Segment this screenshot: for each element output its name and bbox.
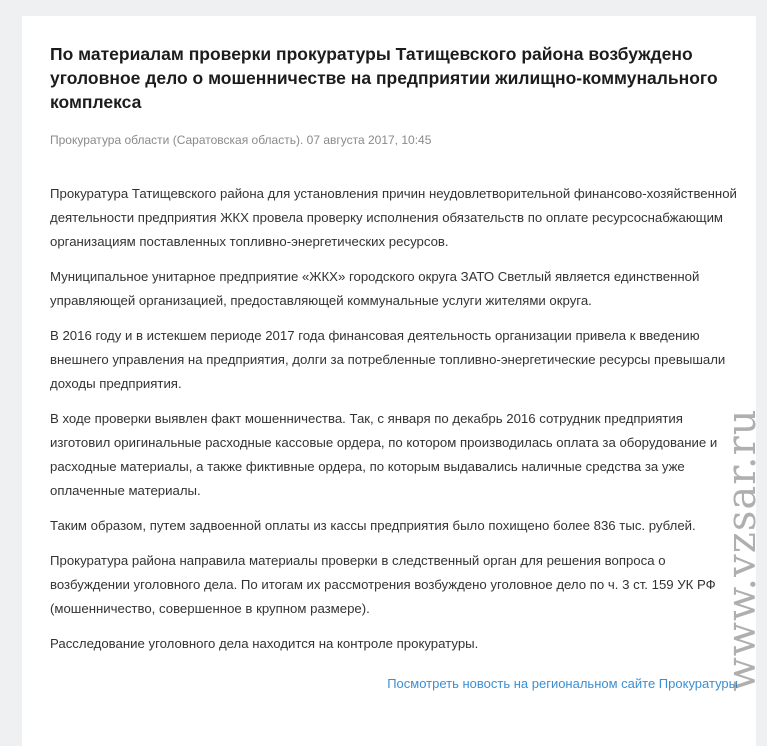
article-body xyxy=(50,182,740,667)
article-paragraph: В ходе проверки выявлен факт мошенничества. Так, с января по декабрь 2016 сотрудник предприятия изготовил оригинальные расходные кассовые ордера, по котором производилась оплата за оборудование и расходные материалы, а также фиктивные ордера, по которым выдавались наличные средства за уже оплаченные материалы. xyxy=(50,411,718,498)
article-paragraph: Таким образом, путем задвоенной оплаты из кассы предприятия было похищено более 836 тыс. рублей. xyxy=(50,518,696,533)
watermark-text: www.vzsar.ru xyxy=(719,408,765,692)
article-paragraph: Прокуратура Татищевского района для установления причин неудовлетворительной финансово-хозяйственной деятельности предприятия ЖКХ провела проверку исполнения обязательств по оплате ресурсоснабжающим организациям поставленных топливно-энергетических ресурсов. xyxy=(50,186,737,249)
article-paragraph: Муниципальное унитарное предприятие «ЖКХ» городского округа ЗАТО Светлый является единственной управляющей организацией, предоставляющей коммунальные услуги жителями округа. xyxy=(50,269,700,308)
article-title: По материалам проверки прокуратуры Татищевского района возбуждено уголовное дело о мошенничестве на предприятии жилищно-коммунального комплекса xyxy=(50,44,718,112)
article-card xyxy=(22,16,756,746)
article-paragraph: В 2016 году и в истекшем периоде 2017 года финансовая деятельность организации привела к введению внешнего управления на предприятия, долги за потребленные топливно-энергетические ресурсы превышали доходы предприятия. xyxy=(50,328,726,391)
regional-site-link[interactable]: Посмотреть новость на региональном сайте Прокуратуры xyxy=(387,676,738,691)
article-meta: Прокуратура области (Саратовская область). 07 августа 2017, 10:45 xyxy=(50,133,432,147)
article-paragraph: Прокуратура района направила материалы проверки в следственный орган для решения вопроса о возбуждении уголовного дела. По итогам их рассмотрения возбуждено уголовное дело по ч. 3 ст. 159 УК РФ (мошенничество, совершенное в крупном размере). xyxy=(50,553,716,616)
article-paragraph: Расследование уголовного дела находится на контроле прокуратуры. xyxy=(50,636,479,651)
site-watermark xyxy=(719,380,765,720)
